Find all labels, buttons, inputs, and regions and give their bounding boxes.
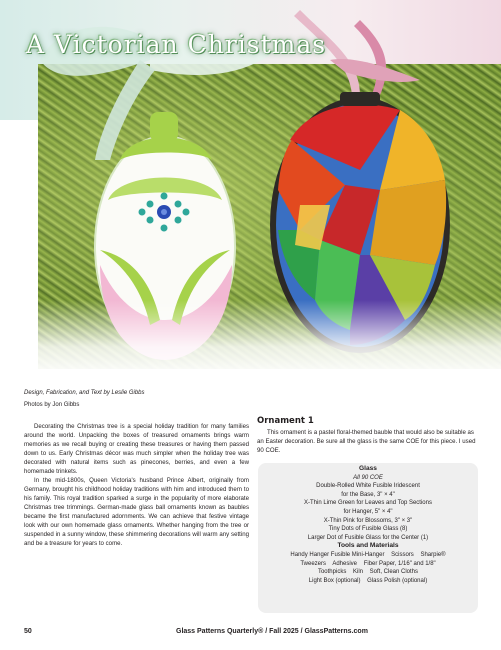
glass-line: for Hanger, 5" × 4" (343, 508, 393, 515)
tools-line: Tweezers Adhesive Fiber Paper, 1/16" and 1/8" (300, 560, 436, 567)
materials-panel (258, 463, 478, 613)
magazine-footer: Glass Patterns Quarterly® / Fall 2025 / GlassPatterns.com (176, 628, 368, 635)
glass-line: Double-Rolled White Fusible Iridescent (316, 483, 420, 490)
tools-heading: Tools and Materials (337, 542, 399, 550)
glass-line: X-Thin Pink for Blossoms, 3" × 3" (323, 517, 413, 524)
glass-line: for the Base, 3" × 4" (341, 491, 395, 498)
ornament-description: This ornament is a pastel floral-themed bauble that would also be suitable as an Easter decoration. Be sure all the glass is the same COE for this piece. I used 90 COE. (257, 429, 476, 454)
ornament-section (257, 416, 479, 455)
page-number: 50 (24, 628, 32, 635)
design-credit: Design, Fabrication, and Text by Leslie Gibbs (24, 390, 145, 396)
intro-column (24, 422, 249, 548)
article-title: A Victorian Christmas (26, 30, 327, 59)
tools-line: Handy Hanger Fusible Mini-Hanger Scissors Sharpie® (290, 551, 446, 558)
glass-subheading: All 90 COE (353, 474, 383, 481)
photo-bottom-fade (0, 300, 501, 378)
tools-line: Light Box (optional) Glass Polish (optional) (308, 577, 428, 584)
glass-line: X-Thin Lime Green for Leaves and Top Sections (304, 500, 432, 507)
ornament-heading: Ornament 1 (257, 416, 314, 426)
glass-heading: Glass (359, 465, 377, 472)
intro-paragraph-1: Decorating the Christmas tree is a special holiday tradition for many families around the world. Unpacking the boxes of treasured ornaments brings warm memories as we recall buying or creating these treasures or having them passed down to us. Early Christmas décor was much simpler when the holiday tree was decorated with natural items such as pinecones, berries, and even a few homemade trinkets. (24, 423, 249, 475)
glass-line: Tiny Dots of Fusible Glass (8) (328, 526, 408, 533)
intro-paragraph-2: In the mid-1800s, Queen Victoria's husband Prince Albert, originally from Germany, brought his childhood holiday traditions with him and introduced them to his family. This royal tradition sparked a surge in the popularity of more elaborate Christmas tree trimmings. German-made glass ball ornaments known as baubles became the first manufactured adornments. We can achieve that festive vintage look with our own homemade glass ornaments. Whether hanging from the tree or suspended in a sunny window, these shimmering decorations will warm any setting and be a treasure for years to come. (24, 477, 249, 547)
tools-line: Toothpicks Kiln Soft, Clean Cloths (317, 569, 419, 576)
glass-line: Larger Dot of Fusible Glass for the Center (1) (307, 534, 429, 541)
photo-credit: Photos by Jon Gibbs (24, 402, 80, 408)
